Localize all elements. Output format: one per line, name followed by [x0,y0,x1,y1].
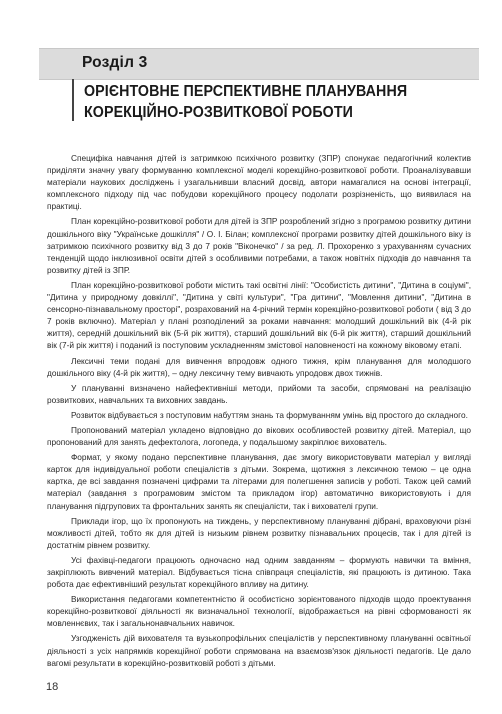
paragraph: План корекційно-розвиткової роботи містить такі освітні лінії: "Особистість дитини", "Дитина в соціумі", "Дитина у природному довкіллі", "Дитина у світі культури", "Гра дитини", "Мовлення дитини", "Дитина в сенсорно-пізнавальному просторі", розрахований на 4-річний термін корекційно-розвиткової роботи ( від 3 до 7 років включно). Матеріал у плані розподілений за роками навчання: молодший дошкільний вік (4-й рік життя), середній дошкільний вік (5-й рік життя), старший дошкільний вік (6-й рік життя), старший дошкільний вік (7-й рік життя) і поданий із поступовим ускладненням змістової наповненості на кожному віковому етапі. [47,279,471,351]
chapter-title [84,81,434,123]
paragraph: Формат, у якому подано перспективне планування, дає змогу використовувати матеріал у вигляді карток для індивідуальної роботи спеціалістів з дітьми. Зокрема, щотижня з лексичною темою – це одна картка, де всі завдання позначені цифрами та літерами для полегшення записів у роботі. Також цей самий матеріал (завдання з програмовим змістом та прикладом ігор) автоматично використовують і для планування підгрупових та фронтальних занять як спеціалісти, так і вихователі групи. [47,452,471,511]
paragraph: Усі фахівці-педагоги працюють одночасно над одним завданням – формують навички та вміння, закріплюють вивчений матеріал. Відбувається тісна співпраця спеціалістів, які працюють із дитиною. Така робота дає ефективніший результат корекційного впливу на дитину. [47,554,471,590]
paragraph: Лексичні теми подані для вивчення впродовж одного тижня, крім планування для молодшого дошкільного віку (4-й рік життя), – одну лексичну тему вивчають упродовж двох тижнів. [47,355,471,378]
paragraph: Пропонований матеріал укладено відповідно до вікових особливостей розвитку дітей. Матеріал, що пропонований для занять дефектолога, логопеда, у подальшому закріплює вихователь. [47,424,471,448]
body-text [47,152,471,672]
paragraph: Використання педагогами компетентністю й особистісно зорієнтованого підходів щодо проектування корекційно-розвиткової діяльності як визначальної технології, відображається на рівні сформованості як мовленнєвих, так і загальнонавчальних навичок. [47,594,471,629]
paragraph: Розвиток відбувається з поступовим набуттям знань та формуванням умінь від простого до складного. [71,409,468,420]
paragraph: Специфіка навчання дітей із затримкою психічного розвитку (ЗПР) спонукає педагогічний колектив приділяти значну увагу формуванню комплексної моделі корекційно-розвиткової роботи. Проаналізувавши матеріали наукових досліджень і узагальнивши власний досвід, автори намагалися на основі інтеграції, комплексного підходу під час побудови корекційного процесу подолати розрізненість, що виявилася на практиці. [47,153,471,212]
paragraph: У плануванні визначено найефективніші методи, прийоми та засоби, спрямовані на реалізацію розвиткових, навчальних та виховних завдань. [47,382,471,405]
title-accent-bar [72,79,74,121]
paragraph: Узгодженість дій вихователя та вузькопрофільних спеціалістів у перспективному плануванні освітньої діяльності з усіх напрямків корекційної роботи спрямована на взаємозв'язок діяльності педагогів. Це дало вагомі результати в корекційно-розвитковій роботі з дітьми. [47,633,471,668]
paragraph: Приклади ігор, що їх пропонують на тиждень, у перспективному плануванні дібрані, враховуючи різні можливості дітей, тобто як для дітей із низьким рівнем розвитку пізнавальних процесів, так і для дітей із достатнім рівнем розвитку. [47,515,471,550]
section-label: Розділ 3 [82,54,148,71]
paragraph: План корекційно-розвиткової роботи для дітей із ЗПР розроблений згідно з програмою розвитку дитини дошкільного віку "Українське дошкілля" / О. І. Білан; комплексної програми розвитку дітей дошкільного віку із затримкою психічного розвитку від 3 до 7 років "Віконечко" / за ред. Л. Прохоренко з урахуванням сучасних тенденцій щодо інклюзивної освіти дітей з особливими потребами, а також новітніх підходів до навчання та розвитку дітей із ЗПР. [47,216,471,275]
page-number: 18 [46,681,59,693]
chapter-title-line-2: КОРЕКЦІЙНО-РОЗВИТКОВОЇ РОБОТИ [84,104,354,121]
chapter-title-line-1: ОРІЄНТОВНЕ ПЕРСПЕКТИВНЕ ПЛАНУВАННЯ [84,83,408,100]
